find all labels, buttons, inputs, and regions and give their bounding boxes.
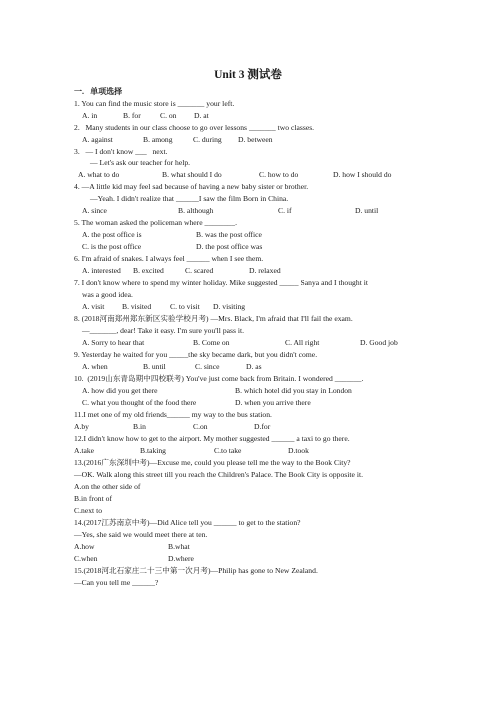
q5-option-d: D. the post office was — [196, 242, 263, 251]
q6-option-a: A. interested — [82, 266, 121, 275]
q12-option-a: A.take — [74, 446, 95, 455]
question-7: 7. I don't know where to spend my winter holiday. Mike suggested _____ Sanya and I thought it — [74, 278, 368, 287]
q7-option-d: D. visiting — [213, 302, 246, 311]
question-5: 5. The woman asked the policeman where ________. — [74, 218, 237, 227]
q2-option-c: C. during — [193, 135, 222, 144]
q8-option-a: A. Sorry to hear that — [82, 338, 145, 347]
q13-option-a: A.on the other side of — [74, 482, 141, 491]
page-title: Unit 3 测试卷 — [214, 69, 282, 81]
q9-option-c: C. since — [195, 362, 220, 371]
q9-option-d: D. as — [246, 362, 262, 371]
q2-option-a: A. against — [82, 135, 113, 144]
q5-option-c: C. is the post office — [82, 242, 142, 251]
q10-option-b: B. which hotel did you stay in London — [235, 386, 352, 395]
q6-option-b: B. excited — [133, 266, 164, 275]
q3-option-a: A. what to do — [78, 170, 120, 179]
q13-option-b: B.in front of — [74, 494, 113, 503]
question-3-reply: — Let's ask our teacher for help. — [90, 158, 191, 167]
question-3: 3. — I don't know ___ next. — [74, 147, 168, 156]
q5-option-a: A. the post office is — [82, 230, 142, 239]
q13-option-c: C.next to — [74, 506, 103, 515]
q8-option-d: D. Good job — [360, 338, 398, 347]
q6-option-c: C. scared — [185, 266, 214, 275]
q3-option-b: B. what should I do — [162, 170, 222, 179]
question-15: 15.(2018河北石家庄二十三中第一次月考)—Philip has gone to New Zealand. — [74, 566, 318, 575]
question-1: 1. You can find the music store is _______ your left. — [74, 99, 235, 108]
q6-option-d: D. relaxed — [249, 266, 281, 275]
q8-option-c: C. All right — [285, 338, 320, 347]
q3-option-c: C. how to do — [259, 170, 299, 179]
q12-option-d: D.took — [288, 446, 309, 455]
q4-option-a: A. since — [82, 206, 107, 215]
question-4: 4. —A little kid may feel sad because of having a new baby sister or brother. — [74, 182, 309, 191]
q1-option-d: D. at — [194, 111, 209, 120]
q14-option-c: C.when — [74, 554, 98, 563]
section-heading: 一. 单项选择 — [74, 87, 123, 96]
q1-option-a: A. in — [82, 111, 98, 120]
q14-option-b: B.what — [168, 542, 190, 551]
q3-option-d: D. how I should do — [333, 170, 392, 179]
q8-option-b: B. Come on — [193, 338, 230, 347]
q11-option-d: D.for — [254, 422, 271, 431]
q10-option-d: D. when you arrive there — [235, 398, 311, 407]
question-8-reply: —_______, dear! Take it easy. I'm sure you'll pass it. — [82, 326, 245, 335]
q9-option-b: B. until — [143, 362, 166, 371]
q4-option-c: C. if — [278, 206, 292, 215]
q7-option-c: C. to visit — [170, 302, 200, 311]
q1-option-b: B. for — [123, 111, 141, 120]
q11-option-a: A.by — [74, 422, 89, 431]
q2-option-d: D. between — [238, 135, 273, 144]
q1-option-c: C. on — [160, 111, 177, 120]
q14-option-d: D.where — [168, 554, 194, 563]
question-13-reply: —OK. Walk along this street till you reach the Children's Palace. The Book City is opposite it. — [74, 470, 363, 479]
question-11: 11.I met one of my old friends______ my way to the bus station. — [74, 410, 272, 419]
question-4-reply: —Yeah. I didn't realize that ______I saw the film Born in China. — [90, 194, 289, 203]
q4-option-d: D. until — [355, 206, 379, 215]
q14-option-a: A.how — [74, 542, 95, 551]
question-10: 10. (2019山东青岛期中四校联考) You've just come back from Britain. I wondered _______. — [74, 374, 364, 383]
question-9: 9. Yesterday he waited for you _____the sky became dark, but you didn't come. — [74, 350, 318, 359]
q7-option-b: B. visited — [122, 302, 152, 311]
question-7-cont: was a good idea. — [82, 290, 133, 299]
q12-option-b: B.taking — [140, 446, 166, 455]
q11-option-b: B.in — [133, 422, 146, 431]
q5-option-b: B. was the post office — [196, 230, 262, 239]
q12-option-c: C.to take — [214, 446, 242, 455]
q10-option-c: C. what you thought of the food there — [82, 398, 197, 407]
question-14: 14.(2017江苏南京中考)—Did Alice tell you ______ to get to the station? — [74, 518, 301, 527]
q2-option-b: B. among — [143, 135, 173, 144]
q10-option-a: A. how did you get there — [82, 386, 158, 395]
q11-option-c: C.on — [193, 422, 208, 431]
question-8: 8. (2018河南郑州郑东新区实验学校月考) —Mrs. Black, I'm afraid that I'll fail the exam. — [74, 314, 353, 323]
question-6: 6. I'm afraid of snakes. I always feel ______ when I see them. — [74, 254, 264, 263]
q4-option-b: B. although — [178, 206, 214, 215]
question-13: 13.(2016广东深圳中考)—Excuse me, could you please tell me the way to the Book City? — [74, 458, 351, 467]
question-2: 2. Many students in our class choose to go over lessons _______ two classes. — [74, 123, 315, 132]
q7-option-a: A. visit — [82, 302, 105, 311]
question-15-reply: —Can you tell me ______? — [74, 578, 159, 587]
question-12: 12.I didn't know how to get to the airport. My mother suggested ______ a taxi to go there. — [74, 434, 350, 443]
q9-option-a: A. when — [82, 362, 108, 371]
question-14-reply: —Yes, she said we would meet there at ten. — [74, 530, 208, 539]
